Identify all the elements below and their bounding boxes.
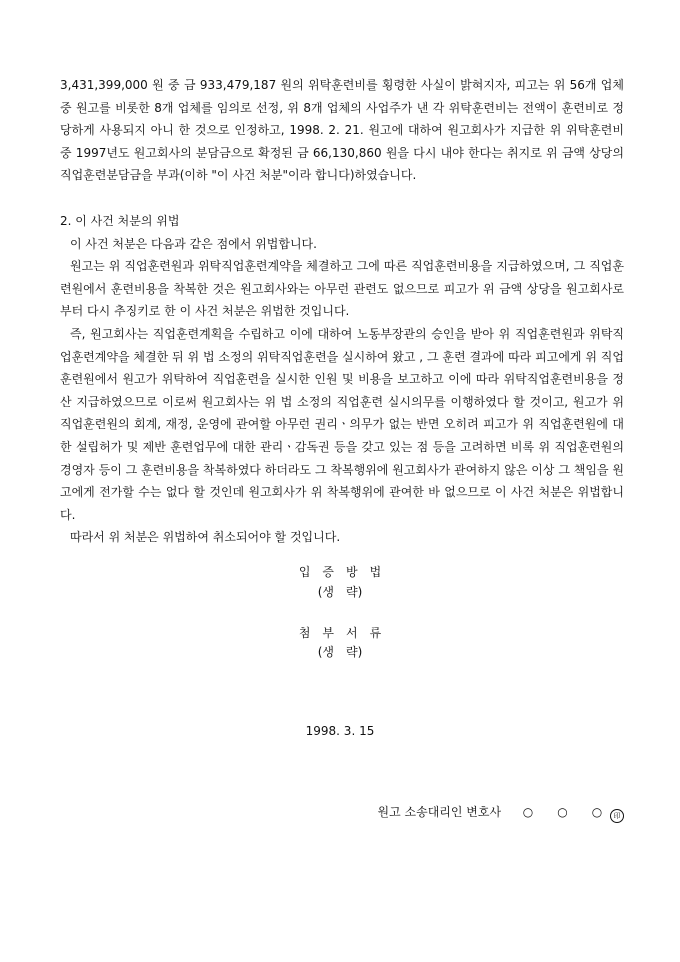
seal-icon: 印 xyxy=(610,809,624,823)
document-date: 1998. 3. 15 xyxy=(305,724,375,738)
paragraph-intro: 이 사건 처분은 다음과 같은 점에서 위법합니다. xyxy=(70,236,317,251)
signature-block xyxy=(0,803,624,823)
paragraph-argument-2: 즉, 원고회사는 직업훈련계획을 수립하고 이에 대하여 노동부장관의 승인을 받아 위 직업훈련원과 위탁직업훈련계약을 체결한 뒤 위 법 소정의 위탁직업훈련을 실시하여 왔고 , 그 훈련 결과에 따라 피고에게 위 직업훈련원에서 원고가 위탁하여 직업훈련을 실시한 인원 및 비용을 보고하고 이에 따라 위탁직업훈련비용을 정산 지급하였으므로 이로써 원고회사는 위 법 소정의 직업훈련 실시의무를 이행하였다 할 것이고, 원고가 위 직업훈련원의 회계, 재정, 운영에 관여할 아무런 권리ㆍ의무가 없는 반면 오히려 피고가 위 직업훈련원에 대한 설립허가 및 제반 훈련업무에 대한 관리ㆍ감독권 등을 갖고 있는 점 등을 고려하면 비록 위 직업훈련원의 경영자 등이 그 훈련비용을 착복하였다 하더라도 그 착복행위에 원고회사가 관여하지 않은 이상 그 책임을 원고에게 전가할 수는 없다 할 것인데 원고회사가 위 착복행위에 관여한 바 없으므로 이 사건 처분은 위법합니다. xyxy=(60,326,624,522)
evidence-heading: 입 증 방 법 xyxy=(298,565,382,579)
attachments-heading: 첨 부 서 류 xyxy=(298,626,382,640)
signature-label: 원고 소송대리인 변호사 xyxy=(377,805,502,819)
paragraph-argument-1: 원고는 위 직업훈련원과 위탁직업훈련계약을 체결하고 그에 따른 직업훈련비용을 지급하였으며, 그 직업훈련원에서 훈련비용을 착복한 것은 원고회사와는 아무런 관련도 없으므로 피고가 위 금액 상당을 원고회사로부터 다시 추징키로 한 이 사건 처분은 위법한 것입니다. xyxy=(60,259,624,319)
paragraph-gap xyxy=(60,187,624,210)
evidence-note: (생 략) xyxy=(317,585,363,599)
paragraph-conclusion: 따라서 위 처분은 위법하여 취소되어야 할 것입니다. xyxy=(70,530,341,545)
section-heading-illegality: 2. 이 사건 처분의 위법 xyxy=(60,213,180,228)
document-body xyxy=(60,74,624,549)
attachments-note: (생 략) xyxy=(317,645,363,659)
paragraph-facts-continued: 3,431,399,000 원 중 금 933,479,187 원의 위탁훈련비를 횡령한 사실이 밝혀지자, 피고는 위 56개 업체 중 원고를 비롯한 8개 업체를 임의로 선정, 위 8개 업체의 사업주가 낸 각 위탁훈련비는 전액이 훈련비로 정당하게 사용되지 아니 한 것으로 인정하고, 1998. 2. 21. 원고에 대하여 원고회사가 지급한 위 위탁훈련비 중 1997년도 원고회사의 분담금으로 확정된 금 66,130,860 원을 다시 내야 한다는 취지로 위 금액 상당의 직업훈련분담금을 부과(이하 "이 사건 처분"이라 합니다)하였습니다. xyxy=(60,78,624,183)
signature-name: ○ ○ ○ xyxy=(522,805,603,819)
